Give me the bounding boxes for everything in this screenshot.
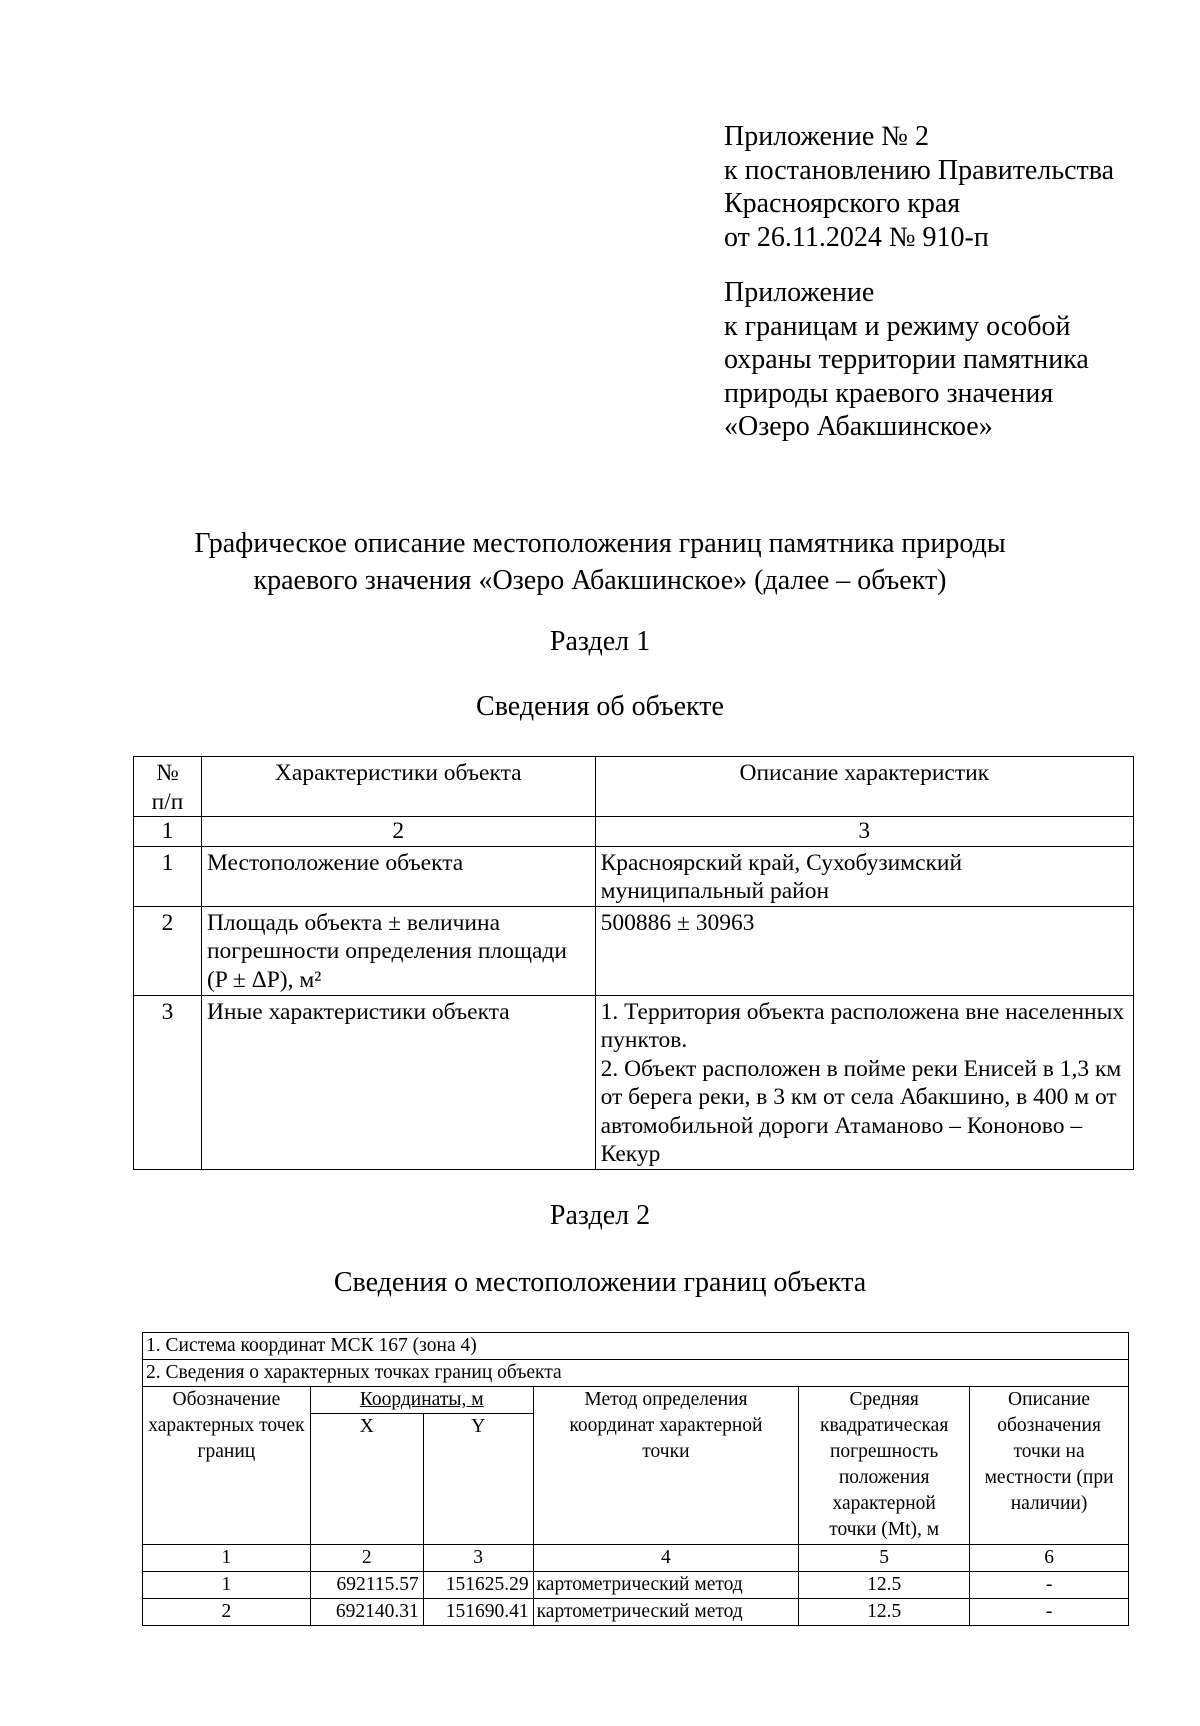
numbering-cell: 2 [310, 1545, 423, 1572]
cell-error: 12.5 [799, 1572, 970, 1599]
cell-method: картометрический метод [533, 1599, 799, 1626]
row-number: 2 [134, 906, 202, 995]
document-title [0, 525, 1200, 599]
appendix-line: Красноярского края [724, 188, 961, 219]
row-characteristic: Местоположение объекта [201, 846, 595, 906]
table-row [134, 995, 1134, 1169]
sub-appendix-line: охраны территории памятника [724, 344, 1089, 375]
cell-y: 151690.41 [423, 1599, 533, 1626]
header-x: X [310, 1414, 423, 1545]
boundary-points-table [142, 1332, 1129, 1626]
sub-appendix-line: «Озеро Абакшинское» [724, 411, 993, 442]
row-characteristic: Площадь объекта ± величина погрешности определения площади (P ± ΔP), м² [201, 906, 595, 995]
appendix-line: от 26.11.2024 № 910-п [724, 221, 989, 253]
header-method: Метод определения координат характерной точки [533, 1387, 799, 1545]
appendix-line: Приложение № 2 [724, 121, 929, 152]
cell-x: 692115.57 [310, 1572, 423, 1599]
cell-y: 151625.29 [423, 1572, 533, 1599]
header-error: Средняя квадратическая погрешность положения характерной точки (Mt), м [799, 1387, 970, 1545]
coordinate-system-row [143, 1333, 1129, 1360]
section1-subheading: Сведения об объекте [476, 691, 724, 722]
numbering-cell: 6 [970, 1545, 1129, 1572]
appendix-line: к постановлению Правительства [724, 154, 1115, 186]
numbering-cell: 1 [134, 817, 202, 847]
appendix-block [724, 120, 1114, 444]
cell-point: 1 [143, 1572, 311, 1599]
header-coords-label: Координаты, м [359, 1389, 484, 1410]
table-row [134, 846, 1134, 906]
cell-description: - [970, 1599, 1129, 1626]
table-header-row [134, 757, 1134, 817]
coordinate-system-cell: 1. Система координат МСК 167 (зона 4) [143, 1333, 1129, 1360]
numbering-cell: 3 [423, 1545, 533, 1572]
title-line-2: краевого значения «Озеро Абакшинское» (далее – объект) [253, 565, 947, 596]
row-description: Красноярский край, Сухобузимский муниципальный район [595, 846, 1133, 906]
numbering-cell: 1 [143, 1545, 311, 1572]
table-row [143, 1572, 1129, 1599]
header-description: Описание обозначения точки на местности (при наличии) [970, 1387, 1129, 1545]
numbering-cell: 5 [799, 1545, 970, 1572]
header-number: № п/п [134, 757, 202, 817]
row-number: 3 [134, 995, 202, 1169]
header-y: Y [423, 1414, 533, 1545]
section2-heading: Раздел 2 [549, 1200, 651, 1231]
sub-appendix-line: к границам и режиму особой [724, 310, 1071, 342]
numbering-cell: 4 [533, 1545, 799, 1572]
row-characteristic: Иные характеристики объекта [201, 995, 595, 1169]
numbering-cell: 3 [595, 817, 1133, 847]
points-info-row [143, 1360, 1129, 1387]
sub-appendix-line: природы краевого значения [724, 377, 1054, 409]
table-numbering-row [134, 817, 1134, 847]
header-characteristics: Характеристики объекта [201, 757, 595, 817]
cell-method: картометрический метод [533, 1572, 799, 1599]
cell-error: 12.5 [799, 1599, 970, 1626]
row-description: 1. Территория объекта расположена вне населенных пунктов. 2. Объект расположен в пойме реки Енисей в 1,3 км от берега реки, в 3 км от села Абакшино, в 400 м от автомобильной дороги Атаманово – Кононово – Кекур [595, 995, 1133, 1169]
table-row [134, 906, 1134, 995]
cell-description: - [970, 1572, 1129, 1599]
cell-point: 2 [143, 1599, 311, 1626]
header-coords [310, 1387, 533, 1414]
section1-heading: Раздел 1 [549, 626, 651, 657]
table-numbering-row [143, 1545, 1129, 1572]
object-info-table [133, 756, 1134, 1170]
title-line-1: Графическое описание местоположения границ памятника природы [194, 528, 1006, 559]
table-row [143, 1599, 1129, 1626]
header-point: Обозначение характерных точек границ [143, 1387, 311, 1545]
numbering-cell: 2 [201, 817, 595, 847]
cell-x: 692140.31 [310, 1599, 423, 1626]
row-description: 500886 ± 30963 [595, 906, 1133, 995]
points-info-cell: 2. Сведения о характерных точках границ объекта [143, 1360, 1129, 1387]
table-header-row [143, 1387, 1129, 1414]
section2-subheading: Сведения о местоположении границ объекта [333, 1267, 867, 1298]
header-description: Описание характеристик [595, 757, 1133, 817]
sub-appendix-line: Приложение [724, 277, 875, 308]
row-number: 1 [134, 846, 202, 906]
